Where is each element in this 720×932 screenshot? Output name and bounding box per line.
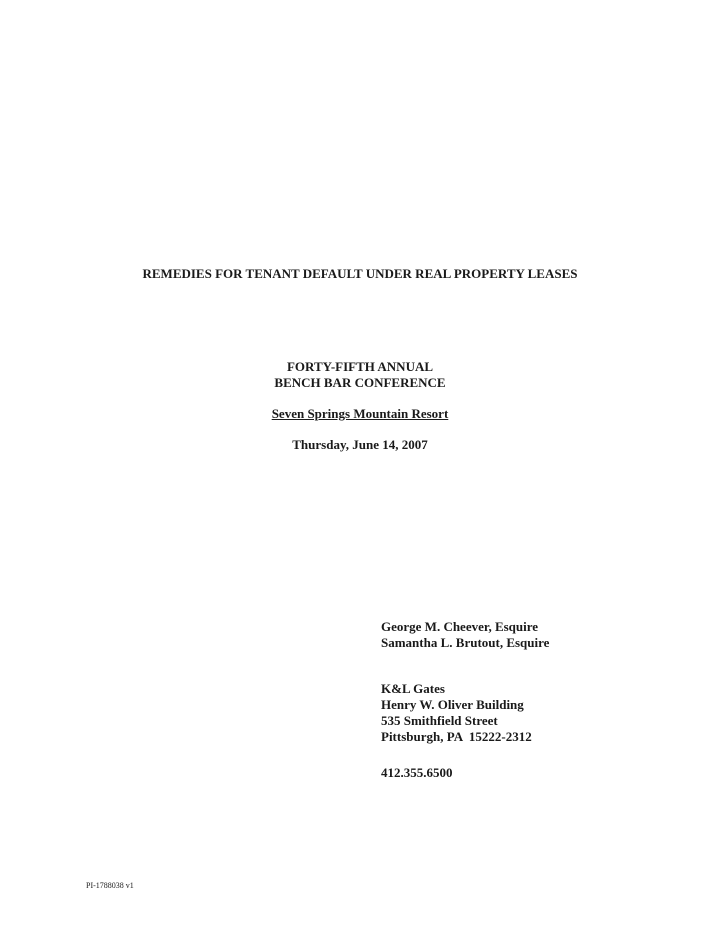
document-footer-id: PI-1788038 v1 [86, 881, 134, 890]
author-name: Samantha L. Brutout, Esquire [381, 635, 550, 650]
author-name: George M. Cheever, Esquire [381, 619, 539, 634]
conference-line-2: BENCH BAR CONFERENCE [274, 375, 446, 390]
firm-city: Pittsburgh, PA 15222-2312 [381, 729, 532, 744]
document-title: REMEDIES FOR TENANT DEFAULT UNDER REAL PROPERTY LEASES [142, 266, 578, 281]
conference-date: Thursday, June 14, 2007 [292, 437, 428, 452]
authors-block [381, 619, 701, 651]
firm-street: 535 Smithfield Street [381, 713, 498, 728]
venue-name: Seven Springs Mountain Resort [271, 406, 449, 421]
phone-number: 412.355.6500 [381, 765, 453, 780]
conference-name [0, 359, 720, 391]
conference-line-1: FORTY-FIFTH ANNUAL [286, 359, 434, 374]
firm-address-block [381, 681, 701, 745]
firm-name: K&L Gates [381, 681, 445, 696]
firm-building: Henry W. Oliver Building [381, 697, 524, 712]
